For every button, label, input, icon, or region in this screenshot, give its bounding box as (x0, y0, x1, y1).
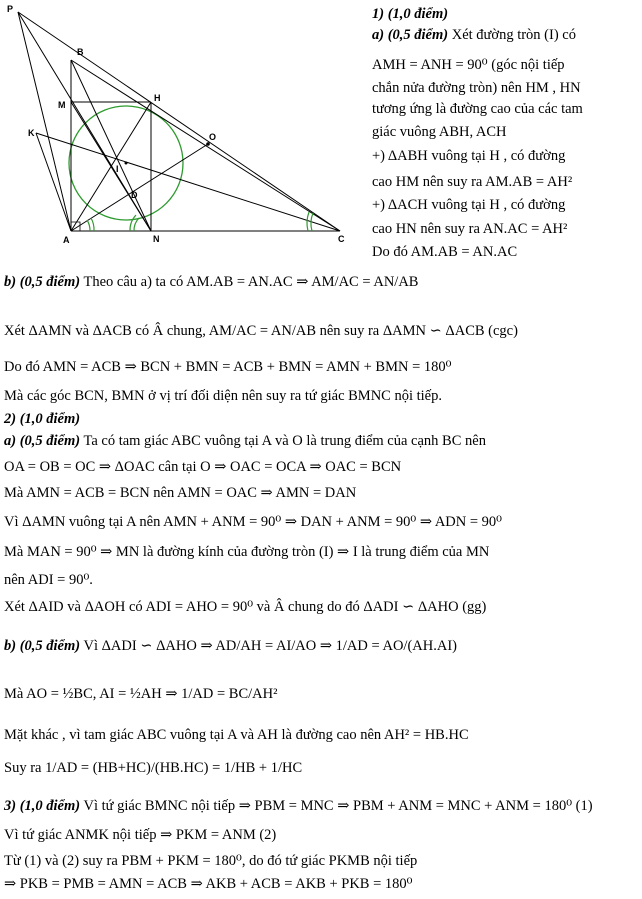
text-line: Mặt khác , vì tam giác ABC vuông tại A và AH là đường cao nên AH² = HB.HC (4, 727, 469, 743)
text-line: Do đó AM.AB = AN.AC (372, 244, 518, 260)
label-C: C (338, 234, 345, 244)
line-PA (18, 12, 71, 231)
text-line: tương ứng là đường cao của các tam (372, 101, 583, 117)
text-line: Vì ΔAMN vuông tại A nên AMN + ANM = 90⁰ ⇒ DAN + ANM = 90⁰ ⇒ ADN = 90⁰ (4, 514, 502, 530)
label-D: D (131, 190, 138, 200)
text-line: b) (0,5 điểm) Vì ΔADI ∽ ΔAHO ⇒ AD/AH = AI/AO ⇒ 1/AD = AO/(AH.AI) (4, 638, 457, 654)
text-line: AMH = ANH = 90⁰ (góc nội tiếp (372, 57, 565, 73)
line-KC (36, 133, 340, 231)
text-line: a) (0,5 điểm) Ta có tam giác ABC vuông tại A và O là trung điểm của cạnh BC nên (4, 433, 486, 449)
text-line: Mà các góc BCN, BMN ở vị trí đối diện nên suy ra tứ giác BMNC nội tiếp. (4, 388, 442, 404)
geometry-figure (0, 0, 360, 250)
line-AK (36, 133, 71, 231)
text-line: Từ (1) và (2) suy ra PBM + PKM = 180⁰, do đó tứ giác PKMB nội tiếp (4, 853, 418, 869)
text-line: cao HN nên suy ra AN.AC = AH² (372, 221, 568, 237)
label-I: I (116, 164, 119, 174)
heading-part-2: 2) (1,0 điểm) (4, 411, 81, 427)
angle-mark-A (87, 220, 90, 231)
text-line: a) (0,5 điểm) Xét đường tròn (I) có (372, 27, 576, 43)
text-line: giác vuông ABH, ACH (372, 124, 507, 140)
text-line: +) ΔABH vuông tại H , có đường (372, 148, 566, 164)
text-line: Do đó AMN = ACB ⇒ BCN + BMN = ACB + BMN = AMN + BMN = 180⁰ (4, 359, 452, 375)
text-line: 3) (1,0 điểm) Vì tứ giác BMNC nội tiếp ⇒ PBM = MNC ⇒ PBM + ANM = MNC + ANM = 180⁰ (1) (4, 798, 593, 814)
label-N: N (153, 234, 160, 244)
text-line: OA = OB = OC ⇒ ΔOAC cân tại O ⇒ OAC = OCA ⇒ OAC = BCN (4, 459, 402, 475)
text-line: Mà AO = ½BC, AI = ½AH ⇒ 1/AD = BC/AH² (4, 686, 278, 702)
text-line: cao HM nên suy ra AM.AB = AH² (372, 174, 573, 190)
heading-part-1: 1) (1,0 điểm) (372, 6, 449, 22)
label-K: K (28, 128, 35, 138)
text-line: +) ΔACH vuông tại H , có đường (372, 197, 566, 213)
text-line: Vì tứ giác ANMK nội tiếp ⇒ PKM = ANM (2) (4, 827, 277, 843)
label-H: H (154, 93, 161, 103)
text-line: ⇒ PKB = PMB = AMN = ACB ⇒ AKB + ACB = AKB + PKB = 180⁰ (4, 876, 413, 892)
line-PC (18, 12, 340, 231)
text-line: Xét ΔAMN và ΔACB có Â chung, AM/AC = AN/AB nên suy ra ΔAMN ∽ ΔACB (cgc) (4, 323, 518, 339)
label-P: P (7, 4, 14, 14)
label-B: B (77, 47, 84, 57)
text-line: Xét ΔAID và ΔAOH có ADI = AHO = 90⁰ và Â chung do đó ΔADI ∽ ΔAHO (gg) (4, 599, 487, 615)
text-line: Suy ra 1/AD = (HB+HC)/(HB.HC) = 1/HB + 1/HC (4, 760, 303, 776)
text-line: Mà AMN = ACB = BCN nên AMN = OAC ⇒ AMN = DAN (4, 485, 357, 501)
angle-mark-A2 (91, 218, 94, 231)
text-line: chắn nửa đường tròn) nên HM , HN (372, 80, 581, 96)
text-line: b) (0,5 điểm) Theo câu a) ta có AM.AB = AN.AC ⇒ AM/AC = AN/AB (4, 274, 419, 290)
label-O: O (209, 132, 217, 142)
label-A: A (63, 235, 70, 245)
text-line: nên ADI = 90⁰. (4, 572, 93, 588)
text-line: Mà MAN = 90⁰ ⇒ MN là đường kính của đường tròn (I) ⇒ I là trung điểm của MN (4, 544, 490, 560)
label-M: M (58, 100, 66, 110)
angle-mark-C2 (307, 212, 309, 231)
